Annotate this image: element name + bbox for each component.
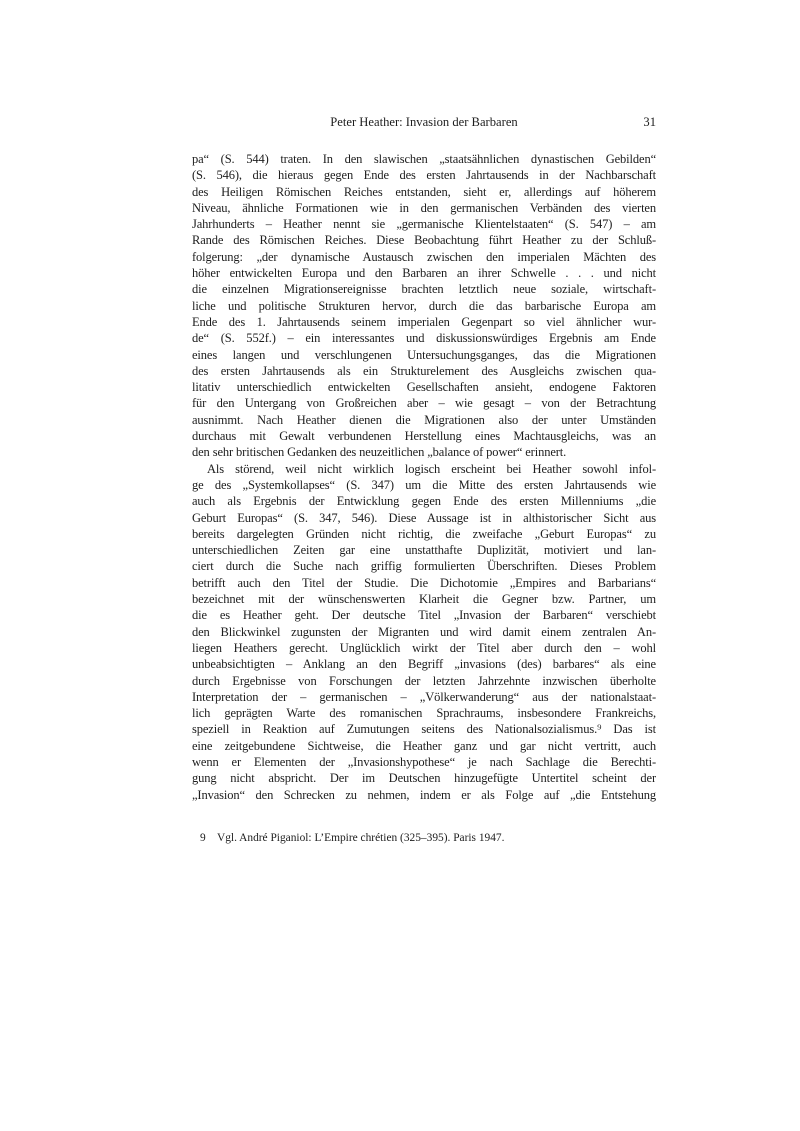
- text-line: bezeichnet mit der wünschenswerten Klarheit die Gegner bzw. Partner, um: [192, 592, 656, 607]
- text-line: die es Heather geht. Der deutsche Titel „Invasion der Barbaren“ verschiebt: [192, 608, 656, 623]
- text-line: eine zeitgebundene Sichtweise, die Heather ganz und gar nicht vertritt, auch: [192, 738, 656, 753]
- page-header: [192, 114, 656, 131]
- text-line: de“ (S. 552f.) – ein interessantes und diskussionswürdiges Ergebnis am Ende: [192, 331, 656, 346]
- text-line: des ersten Jahrtausends als ein Strukturelement des Ausgleichs zwischen qua-: [192, 363, 656, 378]
- text-line: den Blickwinkel zugunsten der Migranten und wird damit einem zentralen An-: [192, 624, 656, 639]
- text-line: Als störend, weil nicht wirklich logisch erscheint bei Heather sowohl infol-: [207, 461, 656, 476]
- text-line: folgerung: „der dynamische Austausch zwischen den imperialen Mächten des: [192, 249, 656, 264]
- text-line: höher entwickelten Europa und den Barbaren an ihrer Schwelle . . . und nicht: [192, 266, 656, 281]
- text-line: liegen Heathers gerecht. Unglücklich wirkt der Titel aber durch den – wohl: [192, 640, 656, 655]
- text-line: durch Ergebnisse von Forschungen der letzten Jahrzehnte inzwischen überholte: [192, 673, 656, 688]
- text-line: speziell in Reaktion auf Zumutungen seitens des Nationalsozialismus.⁹ Das ist: [192, 722, 656, 737]
- text-line: pa“ (S. 544) traten. In den slawischen „staatsähnlichen dynastischen Gebilden“: [192, 152, 656, 166]
- text-line: Niveau, ähnliche Formationen wie in den germanischen Verbänden des vierten: [192, 200, 656, 215]
- text-line: ge des „Systemkollapses“ (S. 347) um die Mitte des ersten Jahrtausends wie: [192, 477, 656, 492]
- running-title: Peter Heather: Invasion der Barbaren: [330, 115, 518, 129]
- text-line: den sehr britischen Gedanken des neuzeitlichen „balance of power“ erinnert.: [192, 445, 567, 460]
- text-line: für den Untergang von Großreichen aber – wie gesagt – von der Betrachtung: [192, 396, 656, 411]
- text-line: unbeabsichtigten – Anklang an den Begriff „invasions (des) barbares“ als eine: [192, 657, 656, 672]
- text-line: Jahrhunderts – Heather nennt sie „germanische Klientelstaaten“ (S. 547) – am: [192, 217, 656, 232]
- text-line: ausnimmt. Nach Heather dienen die Migrationen also der unter Umständen: [192, 412, 656, 427]
- text-line: eines langen und verschlungenen Untersuchungsganges, das die Migrationen: [192, 347, 656, 362]
- text-line: gung nicht abspricht. Der im Deutschen hinzugefügte Untertitel scheint der: [192, 771, 656, 786]
- text-line: des Heiligen Römischen Reiches entstanden, sieht er, allerdings auf höherem: [192, 184, 656, 199]
- text-line: Rande des Römischen Reiches. Diese Beobachtung führt Heather zu der Schluß-: [192, 233, 656, 248]
- text-line: unterschiedlichen Zeiten gar eine unstatthafte Duplizität, motiviert und lan-: [192, 543, 656, 558]
- text-line: ciert durch die Suche nach griffig formulierten Überschriften. Dieses Problem: [192, 559, 656, 574]
- text-line: betrifft auch den Titel der Studie. Die Dichotomie „Empires and Barbarians“: [192, 575, 656, 590]
- text-line: Interpretation der – germanischen – „Völkerwanderung“ aus der nationalstaat-: [192, 689, 656, 704]
- text-line: (S. 546), die hieraus gegen Ende des ersten Jahrtausends in der Nachbarschaft: [192, 168, 656, 183]
- footnote: [192, 831, 656, 846]
- text-line: „Invasion“ den Schrecken zu nehmen, indem er als Folge auf „die Entstehung: [192, 787, 656, 802]
- text-line: auch als Ergebnis der Entwicklung gegen Ende des ersten Millenniums „die: [192, 494, 656, 509]
- text-line: durchaus mit Gewalt verbundenen Herstellung eines Machtausgleichs, was an: [192, 429, 656, 444]
- footnote-marker: 9: [200, 832, 206, 844]
- text-line: liche und politische Strukturen hervor, durch die das barbarische Europa am: [192, 298, 656, 313]
- text-line: bereits dargelegten Gründen nicht richtig, die zweifache „Geburt Europas“ zu: [192, 526, 656, 541]
- text-line: wenn er Elementen der „Invasionshypothese“ je nach Sachlage die Berechti-: [192, 754, 656, 769]
- page-number: 31: [643, 115, 656, 129]
- text-line: Geburt Europas“ (S. 347, 546). Diese Aussage ist in althistorischer Sicht aus: [192, 510, 656, 525]
- text-block: [192, 0, 656, 1131]
- text-line: litativ unterschiedlich entwickelten Gesellschaften ansieht, endogene Faktoren: [192, 380, 656, 395]
- text-line: lich geprägten Warte des romanischen Sprachraums, insbesondere Frankreichs,: [192, 706, 656, 721]
- footnote-text: Vgl. André Piganiol: L’Empire chrétien (325–395). Paris 1947.: [217, 832, 505, 844]
- text-line: die einzelnen Migrationsereignisse brachten letztlich neue soziale, wirtschaft-: [192, 282, 656, 297]
- body-text: [192, 151, 656, 803]
- text-line: Ende des 1. Jahrtausends seinem imperialen Gegenpart so viel ähnlicher wur-: [192, 314, 656, 329]
